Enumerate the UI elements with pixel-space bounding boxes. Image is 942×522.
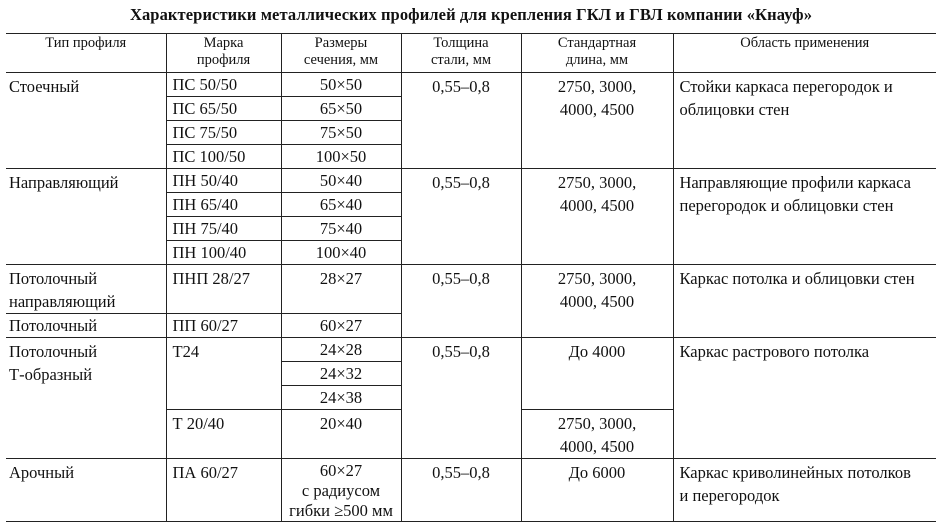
size-cell: 100×40: [281, 241, 401, 265]
mark-cell: ПС 50/50: [166, 73, 281, 97]
usage-cell: Направляющие профили каркаса перегородок и облицовки стен: [673, 169, 936, 265]
usage-cell: Каркас растрового потолка: [673, 338, 936, 459]
size-cell: 24×32: [281, 362, 401, 386]
mark-cell: ПН 100/40: [166, 241, 281, 265]
length-cell: 2750, 3000, 4000, 4500: [521, 265, 673, 338]
size-cell: 20×40: [281, 410, 401, 459]
thickness-cell: 0,55–0,8: [401, 73, 521, 169]
length-cell: 2750, 3000, 4000, 4500: [521, 73, 673, 169]
header-thickness: Толщина стали, мм: [401, 34, 521, 73]
thickness-cell: 0,55–0,8: [401, 338, 521, 459]
size-cell: 75×40: [281, 217, 401, 241]
type-cell: Арочный: [6, 459, 166, 522]
usage-cell: Каркас потолка и облицовки стен: [673, 265, 936, 338]
mark-cell: ПС 75/50: [166, 121, 281, 145]
size-cell: 50×50: [281, 73, 401, 97]
size-cell: 24×28: [281, 338, 401, 362]
length-cell: 2750, 3000, 4000, 4500: [521, 169, 673, 265]
table-row: [6, 459, 936, 522]
length-cell: 2750, 3000, 4000, 4500: [521, 410, 673, 459]
thickness-cell: 0,55–0,8: [401, 459, 521, 522]
size-cell: 100×50: [281, 145, 401, 169]
usage-cell: Стойки каркаса перегородок и облицовки стен: [673, 73, 936, 169]
mark-cell: ПП 60/27: [166, 314, 281, 338]
size-cell: 60×27 с радиусом гибки ≥500 мм: [281, 459, 401, 522]
size-cell: 65×40: [281, 193, 401, 217]
table-row: [6, 265, 936, 314]
size-cell: 65×50: [281, 97, 401, 121]
profiles-table: [6, 33, 936, 522]
length-cell: До 4000: [521, 338, 673, 410]
header-type: Тип профиля: [6, 34, 166, 73]
thickness-cell: 0,55–0,8: [401, 169, 521, 265]
size-cell: 60×27: [281, 314, 401, 338]
mark-cell: ПА 60/27: [166, 459, 281, 522]
type-cell: Потолочный направляющий: [6, 265, 166, 314]
header-length: Стандартная длина, мм: [521, 34, 673, 73]
mark-cell: ПН 65/40: [166, 193, 281, 217]
table-row: [6, 73, 936, 97]
type-cell: Потолочный Т-образный: [6, 338, 166, 459]
mark-cell: ПС 65/50: [166, 97, 281, 121]
size-cell: 50×40: [281, 169, 401, 193]
table-title: Характеристики металлических профилей для крепления ГКЛ и ГВЛ компании «Кнауф»: [129, 5, 813, 24]
thickness-cell: 0,55–0,8: [401, 265, 521, 338]
table-row: [6, 169, 936, 193]
mark-cell: ПН 75/40: [166, 217, 281, 241]
size-cell: 24×38: [281, 386, 401, 410]
mark-cell: ПН 50/40: [166, 169, 281, 193]
mark-cell: Т 20/40: [166, 410, 281, 459]
header-usage: Область применения: [673, 34, 936, 73]
header-row: [6, 34, 936, 73]
header-mark: Марка профиля: [166, 34, 281, 73]
type-cell: Потолочный: [6, 314, 166, 338]
type-cell: Направляющий: [6, 169, 166, 265]
mark-cell: Т24: [166, 338, 281, 410]
size-cell: 75×50: [281, 121, 401, 145]
header-size: Размеры сечения, мм: [281, 34, 401, 73]
mark-cell: ПС 100/50: [166, 145, 281, 169]
mark-cell: ПНП 28/27: [166, 265, 281, 314]
type-cell: Стоечный: [6, 73, 166, 169]
size-cell: 28×27: [281, 265, 401, 314]
length-cell: До 6000: [521, 459, 673, 522]
usage-cell: Каркас криволинейных потолков и перегородок: [673, 459, 936, 522]
table-row: [6, 338, 936, 362]
